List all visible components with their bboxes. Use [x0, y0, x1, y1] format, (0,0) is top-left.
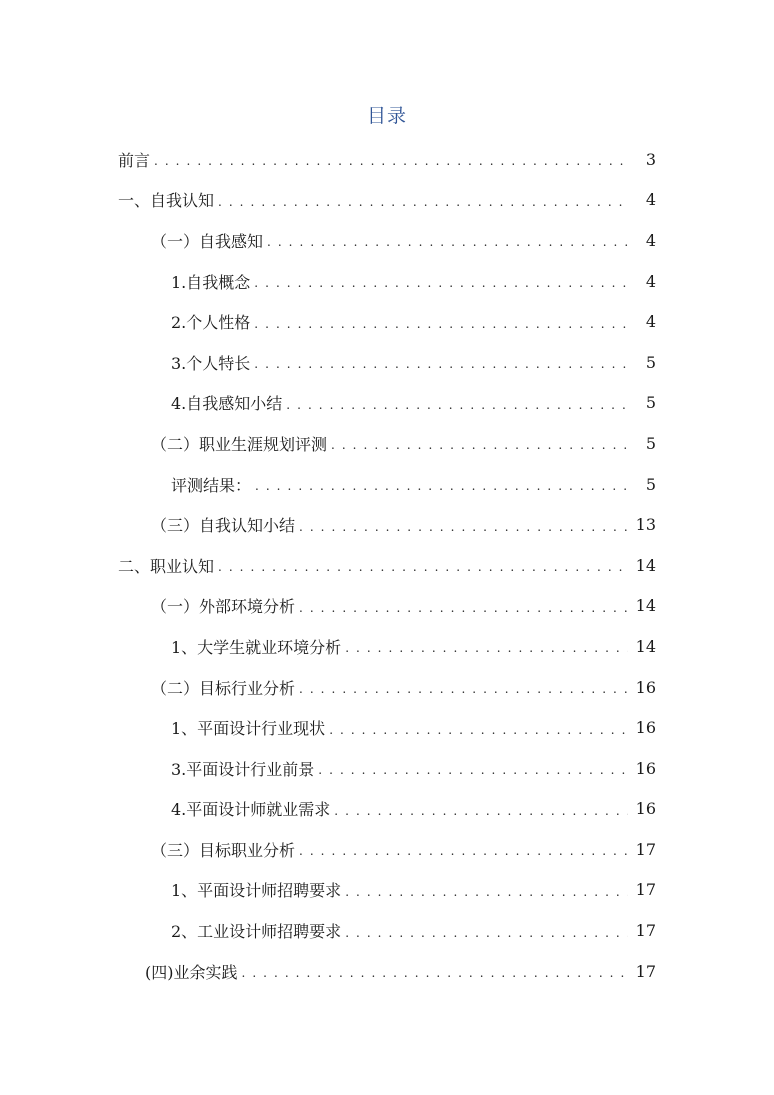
toc-entry[interactable] — [0, 504, 774, 545]
toc-dot-leader — [299, 682, 628, 698]
toc-dot-leader — [254, 317, 628, 333]
toc-entry-label: 二、职业认知 — [118, 556, 215, 576]
toc-entry[interactable] — [0, 667, 774, 708]
toc-entry[interactable] — [0, 870, 774, 911]
toc-entry-label: 2.个人性格 — [171, 313, 251, 333]
toc-dot-leader — [331, 438, 628, 454]
toc-entry-page-number: 16 — [635, 799, 656, 819]
toc-entry[interactable] — [0, 545, 774, 586]
toc-entry[interactable] — [0, 464, 774, 505]
toc-entry-page-number: 16 — [635, 677, 656, 697]
toc-entry-label: 前言 — [118, 150, 151, 170]
toc-entry-label: （一）外部环境分析 — [151, 597, 296, 617]
toc-entry-label: 1.自我概念 — [171, 272, 251, 292]
toc-entry-page-number: 4 — [645, 271, 656, 291]
toc-entry-label: 1、平面设计师招聘要求 — [171, 881, 342, 901]
toc-dot-leader — [345, 885, 628, 901]
toc-dot-leader — [318, 763, 628, 779]
toc-entry-page-number: 17 — [635, 839, 656, 859]
toc-entry[interactable] — [0, 261, 774, 302]
toc-entry-label: （三）自我认知小结 — [151, 516, 296, 536]
toc-entry[interactable] — [0, 423, 774, 464]
toc-entry[interactable] — [0, 586, 774, 627]
toc-entry[interactable] — [0, 626, 774, 667]
toc-entry[interactable] — [0, 301, 774, 342]
toc-list — [0, 139, 774, 991]
toc-entry-page-number: 17 — [635, 880, 656, 900]
toc-dot-leader — [254, 276, 628, 292]
toc-entry-page-number: 3 — [645, 149, 656, 169]
toc-entry-page-number: 17 — [635, 961, 656, 981]
toc-entry-label: 评测结果： — [171, 475, 252, 495]
toc-entry-label: 3.个人特长 — [171, 353, 251, 373]
toc-entry-label: （一）自我感知 — [151, 231, 264, 251]
toc-entry-page-number: 5 — [645, 433, 656, 453]
toc-title: 目录 — [366, 105, 407, 127]
toc-entry-label: （三）目标职业分析 — [151, 840, 296, 860]
toc-entry[interactable] — [0, 748, 774, 789]
toc-entry-label: 4.平面设计师就业需求 — [171, 800, 331, 820]
toc-dot-leader — [154, 154, 628, 170]
toc-entry[interactable] — [0, 910, 774, 951]
toc-entry[interactable] — [0, 707, 774, 748]
toc-entry-page-number: 16 — [635, 718, 656, 738]
toc-dot-leader — [299, 844, 628, 860]
toc-entry[interactable] — [0, 383, 774, 424]
toc-entry-page-number: 17 — [635, 921, 656, 941]
toc-dot-leader — [218, 195, 628, 211]
toc-dot-leader — [255, 479, 628, 495]
toc-dot-leader — [299, 601, 628, 617]
toc-entry[interactable] — [0, 220, 774, 261]
toc-entry-page-number: 14 — [635, 555, 656, 575]
toc-dot-leader — [267, 235, 628, 251]
toc-entry-page-number: 4 — [645, 312, 656, 332]
toc-entry-label: （二）职业生涯规划评测 — [151, 434, 328, 454]
toc-entry-page-number: 14 — [635, 636, 656, 656]
toc-dot-leader — [286, 398, 628, 414]
toc-entry[interactable] — [0, 789, 774, 830]
toc-entry-page-number: 5 — [645, 352, 656, 372]
toc-entry-label: 3.平面设计行业前景 — [171, 759, 315, 779]
toc-entry-label: 4.自我感知小结 — [171, 394, 283, 414]
toc-entry-page-number: 16 — [635, 758, 656, 778]
toc-entry-page-number: 5 — [645, 474, 656, 494]
toc-entry[interactable] — [0, 180, 774, 221]
toc-entry-page-number: 14 — [635, 596, 656, 616]
toc-entry-page-number: 5 — [645, 393, 656, 413]
toc-entry[interactable] — [0, 829, 774, 870]
toc-dot-leader — [329, 723, 628, 739]
toc-entry[interactable] — [0, 951, 774, 992]
toc-entry-label: 一、自我认知 — [118, 191, 215, 211]
toc-dot-leader — [242, 966, 629, 982]
toc-dot-leader — [345, 926, 628, 942]
toc-entry-label: （二）目标行业分析 — [151, 678, 296, 698]
toc-dot-leader — [334, 804, 628, 820]
toc-entry-label: 1、大学生就业环境分析 — [171, 637, 342, 657]
toc-dot-leader — [345, 641, 628, 657]
toc-entry-label: (四)业余实践 — [145, 962, 238, 982]
toc-entry-page-number: 4 — [645, 230, 656, 250]
toc-entry-label: 1、平面设计行业现状 — [171, 719, 326, 739]
toc-dot-leader — [254, 357, 628, 373]
toc-entry[interactable] — [0, 139, 774, 180]
toc-entry-label: 2、工业设计师招聘要求 — [171, 922, 342, 942]
toc-dot-leader — [299, 520, 628, 536]
toc-entry-page-number: 4 — [645, 190, 656, 210]
toc-entry-page-number: 13 — [635, 515, 656, 535]
toc-entry[interactable] — [0, 342, 774, 383]
toc-dot-leader — [218, 560, 628, 576]
